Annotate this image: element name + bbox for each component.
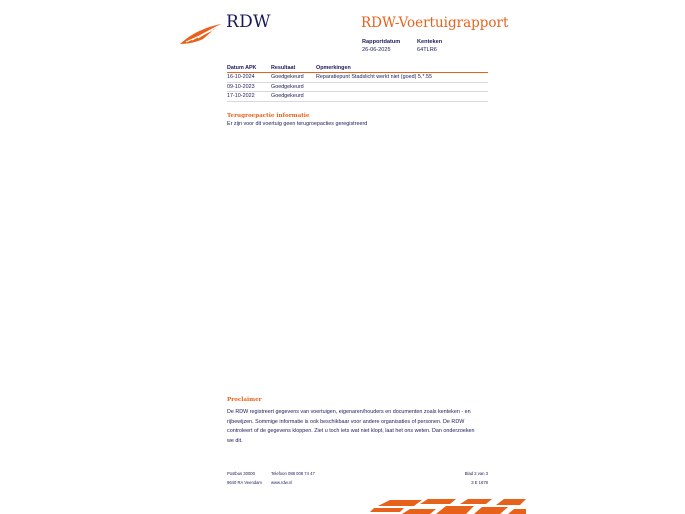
apk-date: 16-10-2024	[227, 73, 271, 83]
plate-value: 64TLR6	[417, 47, 437, 53]
report-title: RDW-Voertuigrapport	[361, 15, 509, 31]
disclaimer-line: we dit.	[227, 437, 243, 444]
apk-remark	[316, 92, 488, 102]
footer-phone: Telefoon 088 008 74 47	[271, 471, 315, 476]
apk-remark	[316, 82, 488, 92]
brand-name: RDW	[226, 12, 271, 32]
rdw-logo-icon	[178, 22, 222, 46]
report-date-label: Rapportdatum	[362, 39, 401, 45]
col-header-remarks: Opmerkingen	[316, 64, 488, 73]
apk-table	[227, 64, 488, 102]
disclaimer-line: rijbewijzen. Sommige informatie is ook beschikbaar voor andere organisaties of personen. De RDW	[227, 418, 465, 425]
recall-heading: Terugroepactie informatie	[227, 113, 310, 119]
report-date-value: 26-06-2025	[362, 47, 391, 53]
col-header-result: Resultaat	[271, 64, 316, 73]
table-row	[227, 92, 488, 102]
footer-page: Blad 2 van 3	[464, 471, 488, 476]
plate-label: Kenteken	[417, 39, 443, 45]
disclaimer-line: controleert of de gegevens kloppen. Ziet u toch iets wat niet klopt, laat het ons weten. Dan onderzoeken	[227, 428, 475, 434]
footer-address-1: Postbus 30000	[227, 471, 255, 476]
apk-result: Goedgekeurd	[271, 73, 316, 83]
apk-date: 17-10-2022	[227, 92, 271, 102]
apk-table-header	[227, 64, 488, 73]
apk-date: 09-10-2023	[227, 82, 271, 92]
apk-remark: Reparatiepunt Stadslicht werkt niet (goed) 5.*.55	[316, 73, 488, 83]
footer-website: www.rdw.nl	[271, 480, 292, 485]
footer-code: 3 E 1678	[471, 480, 488, 485]
decorative-stripes-icon	[370, 498, 526, 514]
table-row	[227, 73, 488, 83]
col-header-date: Datum APK	[227, 64, 271, 73]
apk-result: Goedgekeurd	[271, 82, 316, 92]
disclaimer-heading: Proclaimer	[227, 397, 262, 403]
disclaimer-text	[227, 408, 497, 446]
recall-text: Er zijn voor dit voertuig geen terugroepacties geregistreerd	[227, 121, 368, 127]
apk-result: Goedgekeurd	[271, 92, 316, 102]
table-row	[227, 82, 488, 92]
disclaimer-line: De RDW registreert gegevens van voertuigen, eigenaren/houders en documenten zoals kenteken - en	[227, 409, 471, 415]
footer-address-2: 9640 RA Veendam	[227, 480, 262, 485]
